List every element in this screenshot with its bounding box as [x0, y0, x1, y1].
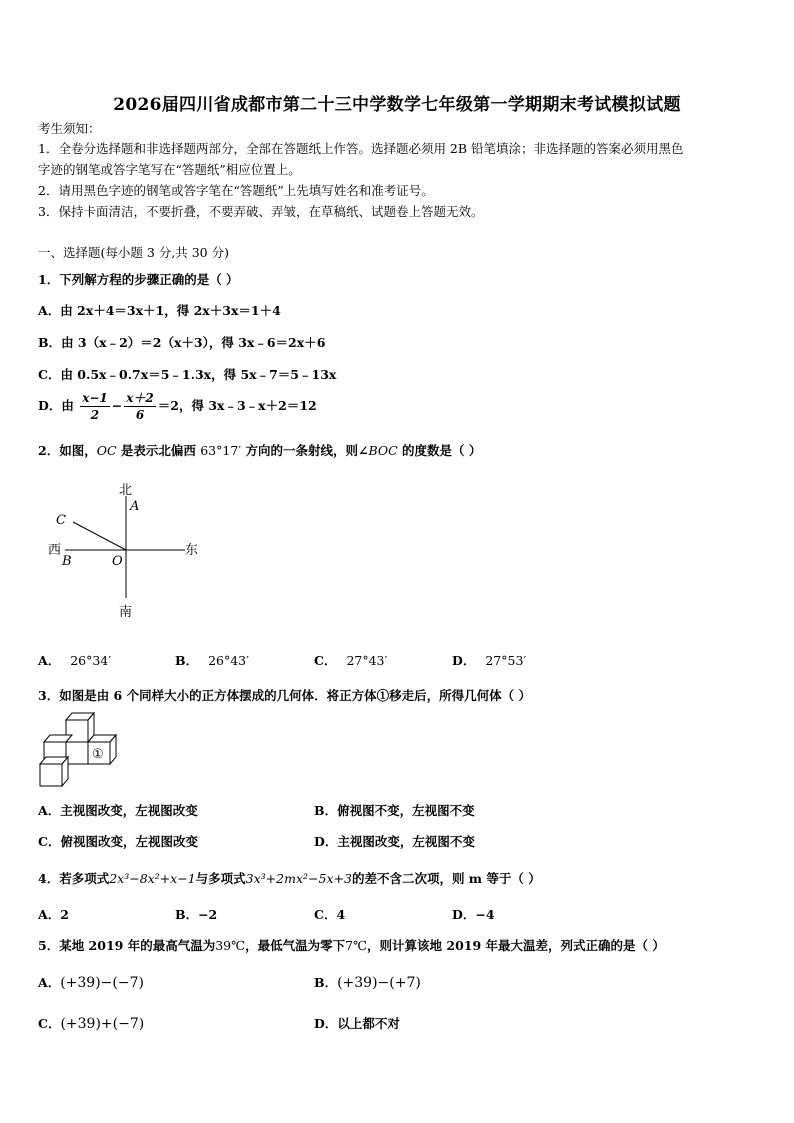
q2-d-label: D． — [452, 653, 476, 668]
q5-c-label: C． — [38, 1016, 61, 1031]
question-3-option-c: C．俯视图改变，左视图改变 — [38, 834, 198, 849]
q5-high-temp: 39℃ — [215, 938, 246, 953]
q4-text-a: 4．若多项式 — [38, 871, 110, 886]
cube-front-front — [40, 764, 62, 786]
label-north: 北 — [119, 483, 133, 498]
q2-a-value: 26°34′ — [70, 653, 112, 668]
question-2-option-a — [38, 651, 111, 669]
q2-a-label: A． — [38, 653, 61, 668]
label-o: O — [112, 554, 123, 569]
question-4-option-c: C．4 — [314, 907, 346, 922]
notice-line-3: 2．请用黑色字迹的钢笔或答字笔在“答题纸”上先填写姓名和准考证号。 — [38, 183, 434, 198]
question-4-option-d: D．−4 — [452, 907, 495, 922]
label-west: 西 — [48, 543, 62, 558]
q5-a-value: (+39)−(−7) — [60, 975, 144, 991]
compass-figure — [40, 478, 220, 623]
notice-heading: 考生须知： — [38, 121, 101, 136]
question-5-stem — [38, 936, 665, 954]
ray-oc — [73, 522, 126, 550]
fraction-1-numerator: x−1 — [82, 391, 108, 405]
label-b: B — [62, 554, 72, 569]
cubes-figure — [36, 710, 126, 800]
label-a: A — [130, 499, 140, 514]
q4-text-b: 与多项式 — [195, 871, 246, 886]
q5-low-temp: 7℃ — [345, 938, 368, 953]
q5-b-value: (+39)−(+7) — [337, 975, 421, 991]
q2-text-c: 方向的一条射线，则∠ — [241, 443, 369, 458]
q2-text-d: 的度数是（ ） — [397, 443, 482, 458]
q5-text-a: 5．某地 2019 年的最高气温为 — [38, 938, 216, 953]
page-title: 2026届四川省成都市第二十三中学数学七年级第一学期期末考试模拟试题 — [113, 95, 681, 115]
q5-text-c: ，则计算该地 2019 年最大温差，列式正确的是（ ） — [367, 938, 665, 953]
q2-d-value: 27°53′ — [485, 653, 527, 668]
question-1-option-b: B．由 3（x﹣2）＝2（x＋3），得 3x﹣6＝2x＋6 — [38, 335, 326, 350]
q2-ray-oc: OC — [96, 443, 117, 458]
question-3-option-b: B．俯视图不变，左视图不变 — [314, 803, 475, 818]
q4-polynomial-1: 2x³−8x²+x−1 — [109, 871, 196, 886]
option-d-prefix: D．由 — [38, 398, 74, 413]
question-2-option-b — [175, 651, 249, 669]
q2-text-b: 是表示北偏西 — [116, 443, 201, 458]
question-4-option-a: A．2 — [38, 907, 69, 922]
question-1-option-d — [38, 390, 317, 423]
fraction-2-denominator: 6 — [135, 408, 145, 422]
cube-1-label: ① — [92, 747, 104, 762]
question-5-option-a — [38, 973, 144, 991]
q5-text-b: ，最低气温为零下 — [245, 938, 346, 953]
question-5-option-d: D．以上都不对 — [314, 1016, 400, 1031]
notice-line-1: 1．全卷分选择题和非选择题两部分，全部在答题纸上作答。选择题必须用 2B 铅笔填涂；非选择题的答案必须用黑色 — [38, 141, 684, 156]
fraction-2-numerator: x＋2 — [126, 391, 154, 405]
question-4-option-b: B．−2 — [175, 907, 218, 922]
notice-line-2: 字迹的钢笔或答字笔写在“答题纸”相应位置上。 — [38, 162, 301, 177]
q5-a-label: A． — [38, 975, 61, 990]
q2-c-label: C． — [314, 653, 337, 668]
label-c: C — [56, 513, 66, 528]
q2-c-value: 27°43′ — [346, 653, 388, 668]
q2-b-label: B． — [175, 653, 199, 668]
label-east: 东 — [185, 543, 199, 558]
question-1-option-a: A．由 2x＋4＝3x＋1，得 2x＋3x＝1＋4 — [38, 303, 281, 318]
q2-angle: 63°17′ — [200, 443, 242, 458]
question-4-stem — [38, 869, 541, 887]
q5-c-value: (+39)+(−7) — [60, 1016, 145, 1032]
cube-center-front — [66, 742, 88, 764]
q4-polynomial-2: 3x³+2mx²−5x+3 — [245, 871, 352, 886]
question-2-option-c — [314, 651, 387, 669]
minus-sign: − — [111, 398, 123, 413]
q4-text-c: 的差不含二次项，则 m 等于（ ） — [351, 871, 541, 886]
q5-b-label: B． — [314, 975, 338, 990]
question-5-option-b — [314, 973, 421, 991]
question-2-stem — [38, 441, 481, 459]
question-3-option-d: D．主视图改变，左视图不变 — [314, 834, 475, 849]
question-1-option-c: C．由 0.5x﹣0.7x＝5﹣1.3x，得 5x﹣7＝5﹣13x — [38, 367, 337, 382]
option-d-suffix: ＝2，得 3x﹣3﹣x＋2＝12 — [157, 398, 317, 413]
question-3-stem: 3．如图是由 6 个同样大小的正方体摆成的几何体．将正方体①移走后，所得几何体（ ） — [38, 688, 531, 703]
fraction-1 — [80, 390, 110, 423]
question-3-option-a: A．主视图改变，左视图改变 — [38, 803, 198, 818]
q2-text-a: 2．如图， — [38, 443, 97, 458]
question-1-stem: 1．下列解方程的步骤正确的是（ ） — [38, 272, 239, 287]
question-5-option-c — [38, 1014, 144, 1032]
fraction-2 — [124, 390, 156, 423]
label-south: 南 — [119, 605, 133, 620]
section-heading: 一、选择题(每小题 3 分,共 30 分) — [38, 245, 229, 260]
question-2-option-d — [452, 651, 526, 669]
q2-angle-boc: BOC — [368, 443, 398, 458]
notice-line-4: 3．保持卡面清洁，不要折叠，不要弄破、弄皱，在草稿纸、试题卷上答题无效。 — [38, 204, 484, 219]
fraction-1-denominator: 2 — [90, 408, 100, 422]
q2-b-value: 26°43′ — [208, 653, 249, 668]
